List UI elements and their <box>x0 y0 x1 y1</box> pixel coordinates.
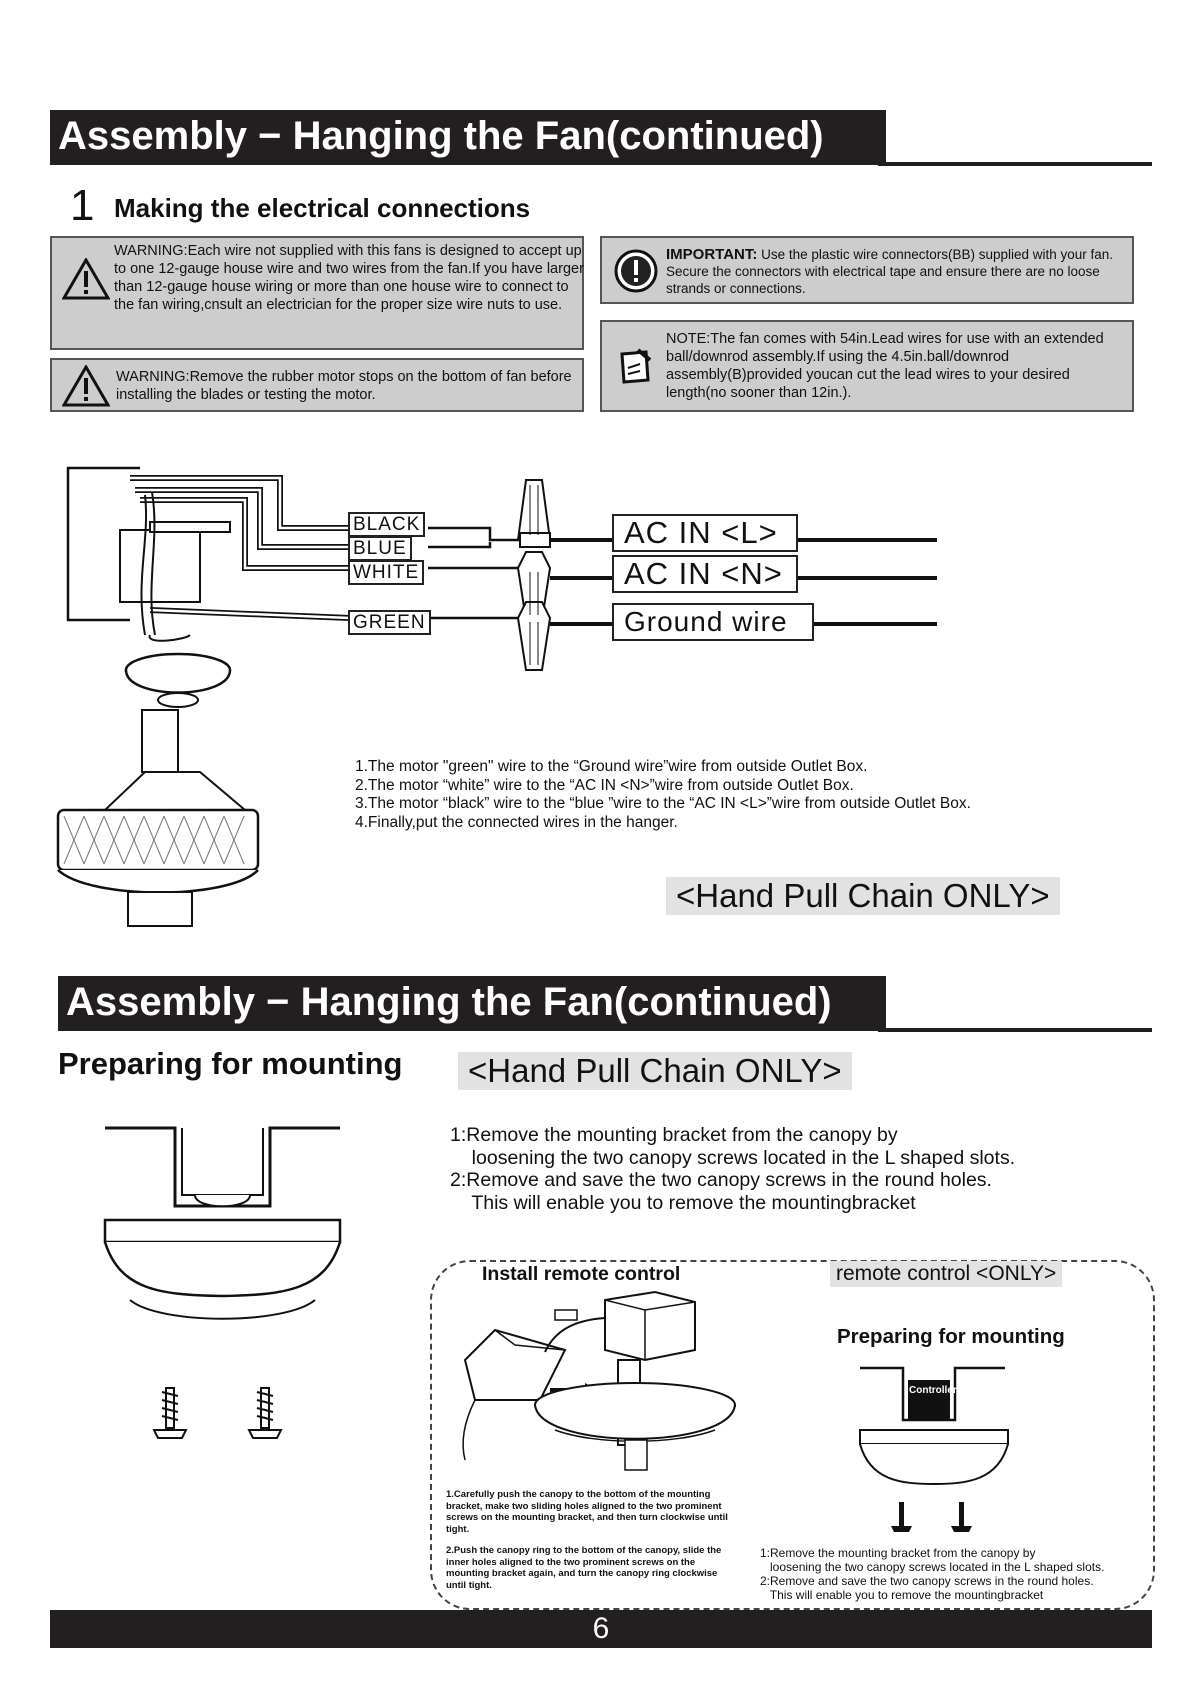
section-rule <box>878 1028 1152 1032</box>
page-number: 6 <box>592 1612 610 1645</box>
receiver-install-illustration <box>455 1290 765 1490</box>
remote-note-1: 1.Carefully push the canopy to the bottom of the mounting bracket, make two sliding holes aligned to the two prominent screws on the mounting bracket, and then turn clockwise until tight. <box>446 1489 728 1535</box>
section-title-bar <box>58 976 886 1031</box>
section-title-bar <box>50 110 886 165</box>
warning-triangle-icon <box>62 365 110 407</box>
section-subtitle: Preparing for mounting <box>58 1046 403 1081</box>
note-text: NOTE:The fan comes with 54in.Lead wires for use with an extended ball/downrod assembly.If using the 4.5in.ball/downrod assembly(B)provided youcan cut the lead wires to your desired length(no sooner than 12in.). <box>666 331 1104 401</box>
wire-label-green: GREEN <box>348 610 431 635</box>
output-label-ac-in-n: AC IN <N> <box>612 555 798 593</box>
warning-box-motor-stops <box>50 358 584 412</box>
wiring-step: 3.The motor “black” wire to the “blue ”wire to the “AC IN <L>”wire from outside Outlet Box. <box>355 795 971 812</box>
warning-text-wire-gauge: WARNING:Each wire not supplied with this fans is designed to accept up to one 12-gauge house wire and two wires from the fan.If you have larger than 12-gauge house wiring or more than one house wire to connect to the fan wiring,cnsult an electrician for the proper size wire nuts to use. <box>114 243 584 313</box>
step-title: Making the electrical connections <box>114 193 531 223</box>
note-pin-icon <box>616 346 656 386</box>
output-label-ground: Ground wire <box>612 603 814 641</box>
wiring-step: 4.Finally,put the connected wires in the hanger. <box>355 813 678 831</box>
note-box <box>600 320 1134 412</box>
canopy-bracket-illustration <box>100 1120 350 1450</box>
warning-box-wire-gauge <box>50 236 584 350</box>
prep-step-line: 1:Remove the mounting bracket from the canopy by <box>450 1124 898 1146</box>
hand-pull-chain-tag: <Hand Pull Chain ONLY> <box>458 1052 852 1090</box>
wire-label-white: WHITE <box>348 560 424 585</box>
prep-step-line: 2:Remove and save the two canopy screws in the round holes. <box>450 1169 992 1191</box>
exclamation-icon <box>614 249 658 293</box>
important-body: Use the plastic wire connectors(BB) supplied with your fan. Secure the connectors with electrical tape and ensure there are no loose strands or connections. <box>666 247 1114 296</box>
section-title: Assembly − Hanging the Fan(continued) <box>58 114 824 158</box>
wire-label-black: BLACK <box>348 512 425 537</box>
section-title: Assembly − Hanging the Fan(continued) <box>66 980 832 1024</box>
remote-step-line: 2:Remove and save the two canopy screws in the round holes. <box>760 1574 1094 1588</box>
remote-prep-title: Preparing for mounting <box>837 1325 1065 1348</box>
section-rule <box>878 162 1152 166</box>
wiring-steps <box>355 758 971 832</box>
warning-text-motor-stops: WARNING:Remove the rubber motor stops on the bottom of fan before installing the blades or testing the motor. <box>116 369 572 403</box>
hand-pull-chain-tag: <Hand Pull Chain ONLY> <box>666 877 1060 915</box>
warning-triangle-icon <box>62 258 110 300</box>
remote-title: Install remote control <box>482 1263 681 1285</box>
important-text <box>666 246 1132 297</box>
prep-steps <box>450 1124 1015 1214</box>
controller-label: Controller <box>909 1385 957 1396</box>
important-box <box>600 236 1134 304</box>
remote-steps <box>760 1546 1104 1602</box>
remote-only-tag: remote control <ONLY> <box>830 1261 1062 1287</box>
output-label-ac-in-l: AC IN <L> <box>612 514 798 552</box>
remote-step-line: loosening the two canopy screws located in the L shaped slots. <box>760 1560 1105 1574</box>
remote-note-2: 2.Push the canopy ring to the bottom of the canopy, slide the inner holes aligned to the two prominent screws on the mounting bracket again, and turn the canopy ring clockwise until tight. <box>446 1545 722 1591</box>
important-label: IMPORTANT: <box>666 246 758 263</box>
wiring-step: 2.The motor “white” wire to the “AC IN <N>”wire from outside Outlet Box. <box>355 776 854 794</box>
remote-step-line: 1:Remove the mounting bracket from the canopy by <box>760 1546 1036 1560</box>
wiring-step: 1.The motor "green" wire to the “Ground wire”wire from outside Outlet Box. <box>355 758 868 775</box>
prep-step-line: loosening the two canopy screws located in the L shaped slots. <box>450 1146 1016 1169</box>
wire-label-blue: BLUE <box>348 536 412 561</box>
remote-step-line: This will enable you to remove the mountingbracket <box>760 1588 1044 1602</box>
prep-step-line: This will enable you to remove the mountingbracket <box>450 1191 916 1214</box>
step-number: 1 <box>70 181 95 230</box>
